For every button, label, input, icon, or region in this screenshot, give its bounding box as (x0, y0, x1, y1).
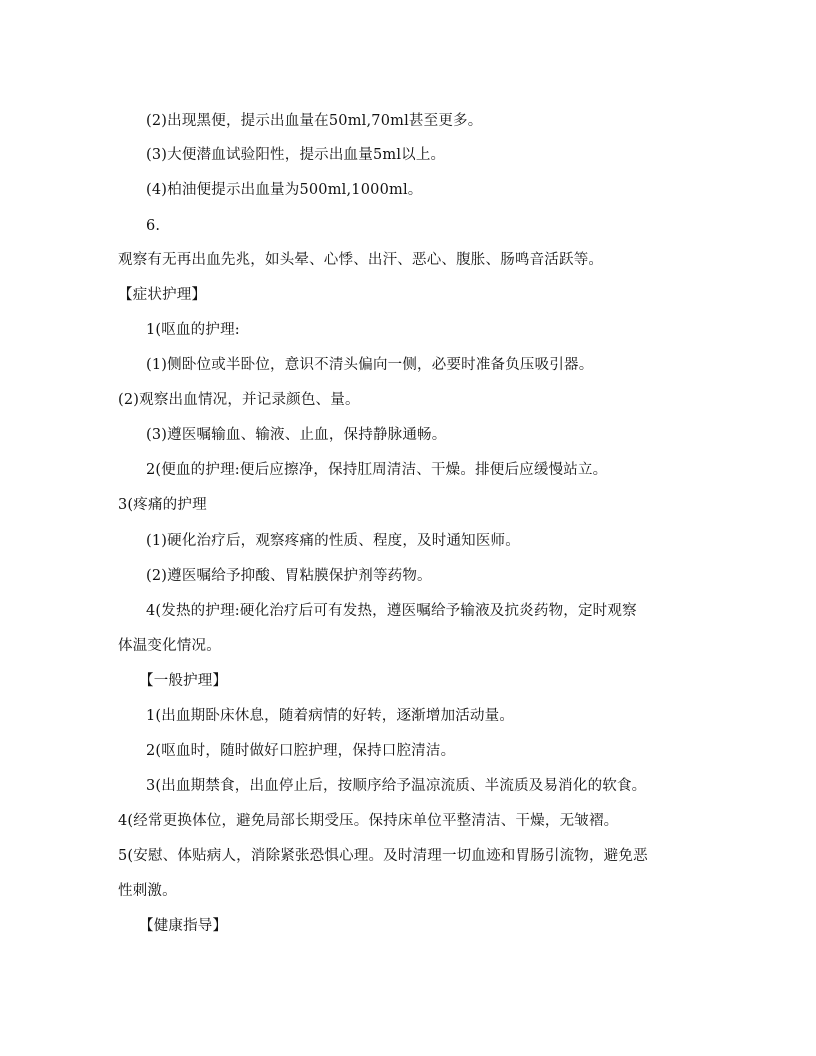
text-line-13: (1)硬化治疗后，观察疼痛的性质、程度，及时通知医师。 (146, 533, 520, 549)
text-line-14: (2)遵医嘱给予抑酸、胃粘膜保护剂等药物。 (146, 568, 432, 584)
section-heading-general-care: 【一般护理】 (139, 673, 228, 689)
text-line-19: 2(呕血时，随时做好口腔护理，保持口腔清洁。 (146, 743, 456, 759)
text-line-1: (2)出现黑便，提示出血量在50ml,70ml甚至更多。 (146, 113, 483, 129)
text-line-16: 体温变化情况。 (118, 638, 221, 654)
text-line-20: 3(出血期禁食，出血停止后，按顺序给予温凉流质、半流质及易消化的软食。 (146, 778, 647, 794)
text-line-18: 1(出血期卧床休息，随着病情的好转，逐渐增加活动量。 (146, 708, 515, 724)
text-line-2: (3)大便潜血试验阳性，提示出血量5ml以上。 (146, 147, 446, 163)
text-line-11: 2(便血的护理:便后应擦净，保持肛周清洁、干燥。排便后应缓慢站立。 (146, 462, 608, 478)
text-line-7: 1(呕血的护理: (146, 322, 240, 338)
text-line-15: 4(发热的护理:硬化治疗后可有发热，遵医嘱给予输液及抗炎药物，定时观察 (146, 603, 637, 619)
text-line-8: (1)侧卧位或半卧位，意识不清头偏向一侧，必要时准备负压吸引器。 (146, 357, 594, 373)
text-line-10: (3)遵医嘱输血、输液、止血，保持静脉通畅。 (146, 427, 447, 443)
text-line-9: (2)观察出血情况，并记录颜色、量。 (118, 392, 360, 408)
section-heading-health-guidance: 【健康指导】 (139, 918, 228, 934)
text-line-12: 3(疼痛的护理 (118, 497, 207, 513)
text-line-3: (4)柏油便提示出血量为500ml,1000ml。 (146, 182, 423, 198)
text-line-22: 5(安慰、体贴病人，消除紧张恐惧心理。及时清理一切血迹和胃肠引流物，避免恶 (118, 848, 648, 864)
text-line-4: 6. (146, 218, 161, 234)
text-line-5: 观察有无再出血先兆，如头晕、心悸、出汗、恶心、腹胀、肠鸣音活跃等。 (118, 252, 604, 268)
section-heading-symptom-care: 【症状护理】 (118, 287, 207, 303)
text-line-21: 4(经常更换体位，避免局部长期受压。保持床单位平整清洁、干燥，无皱褶。 (118, 813, 619, 829)
text-line-23: 性刺激。 (118, 883, 177, 899)
